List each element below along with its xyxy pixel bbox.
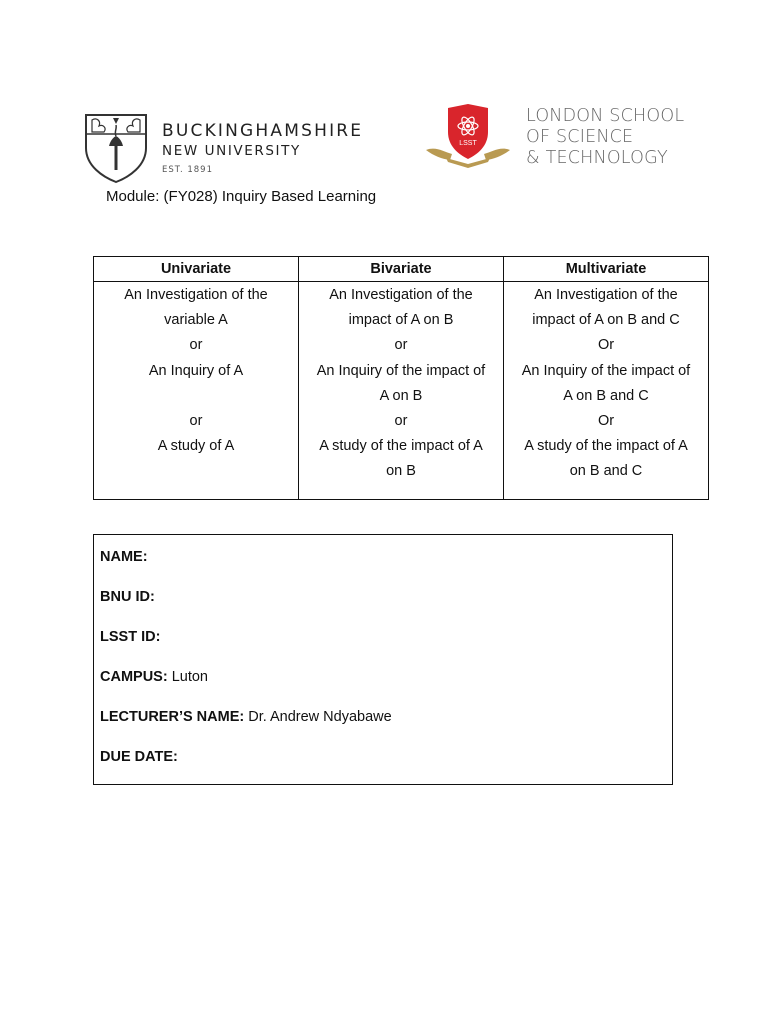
- campus-field: [100, 667, 666, 707]
- cell-line: variable A: [164, 312, 228, 329]
- multivariate-cell: [504, 282, 709, 500]
- bnu-id-label: BNU ID:: [100, 589, 155, 605]
- lecturer-field: [100, 707, 666, 747]
- lsst-id-label: LSST ID:: [100, 629, 161, 645]
- cell-line: Or: [597, 337, 615, 354]
- table-header-row: [94, 257, 709, 282]
- cell-line: [100, 384, 292, 409]
- due-date-label: DUE DATE:: [100, 749, 178, 765]
- name-field: [100, 547, 666, 587]
- lecturer-value: Dr. Andrew Ndyabawe: [248, 709, 392, 725]
- cell-line: or: [189, 413, 203, 430]
- name-label: NAME:: [100, 549, 148, 565]
- cell-line: or: [394, 337, 408, 354]
- bnu-id-field: [100, 587, 666, 627]
- header-univariate: Univariate: [94, 257, 299, 282]
- cell-line: impact of A on B: [348, 312, 454, 329]
- cell-line: A on B: [379, 387, 423, 404]
- lecturer-label: LECTURER’S NAME:: [100, 709, 249, 725]
- cell-line: or: [394, 413, 408, 430]
- table-row: [94, 282, 709, 500]
- lsst-name-line1: LONDON SCHOOL: [526, 106, 685, 126]
- campus-value: Luton: [171, 669, 208, 685]
- lsst-badge-text: [458, 137, 478, 147]
- cell-line: A study of the impact of A: [319, 438, 483, 455]
- cell-line: An Inquiry of the impact of: [316, 362, 486, 379]
- bnu-established: EST. 1891: [162, 165, 213, 175]
- cell-line: An Investigation of the: [124, 287, 268, 303]
- module-title: Module: (FY028) Inquiry Based Learning: [106, 188, 377, 205]
- variate-table: [93, 256, 709, 500]
- university-shield-icon: [83, 112, 149, 184]
- cell-line: An Investigation of the: [534, 287, 678, 303]
- cell-line: An Inquiry of the impact of: [521, 362, 691, 379]
- lsst-logo: [422, 102, 702, 182]
- bnu-name-line1: BUCKINGHAMSHIRE: [162, 121, 364, 141]
- cell-line: An Investigation of the: [329, 287, 473, 303]
- header-multivariate: Multivariate: [504, 257, 709, 282]
- univariate-cell: [94, 282, 299, 500]
- cell-line: on B: [386, 463, 416, 480]
- bnu-logo: [83, 110, 383, 190]
- cell-line: An Inquiry of A: [148, 362, 244, 379]
- due-date-field: [100, 747, 666, 787]
- cell-line: Or: [597, 413, 615, 430]
- cell-line: or: [189, 337, 203, 354]
- lsst-crest-icon: [422, 102, 514, 170]
- cell-line: impact of A on B and C: [532, 312, 680, 329]
- lsst-name-line2: OF SCIENCE: [526, 127, 634, 147]
- cell-line: A on B and C: [563, 387, 649, 404]
- cell-line: A study of the impact of A: [524, 438, 688, 455]
- cell-line: A study of A: [157, 438, 235, 455]
- lsst-name-line3: & TECHNOLOGY: [526, 148, 668, 168]
- campus-label: CAMPUS:: [100, 669, 172, 685]
- student-info-box: [93, 534, 673, 785]
- bivariate-cell: [299, 282, 504, 500]
- bnu-name-line2: NEW UNIVERSITY: [162, 143, 301, 159]
- lsst-id-field: [100, 627, 666, 667]
- header-bivariate: Bivariate: [299, 257, 504, 282]
- svg-text:LSST: LSST: [459, 140, 477, 147]
- cell-line: on B and C: [569, 463, 643, 480]
